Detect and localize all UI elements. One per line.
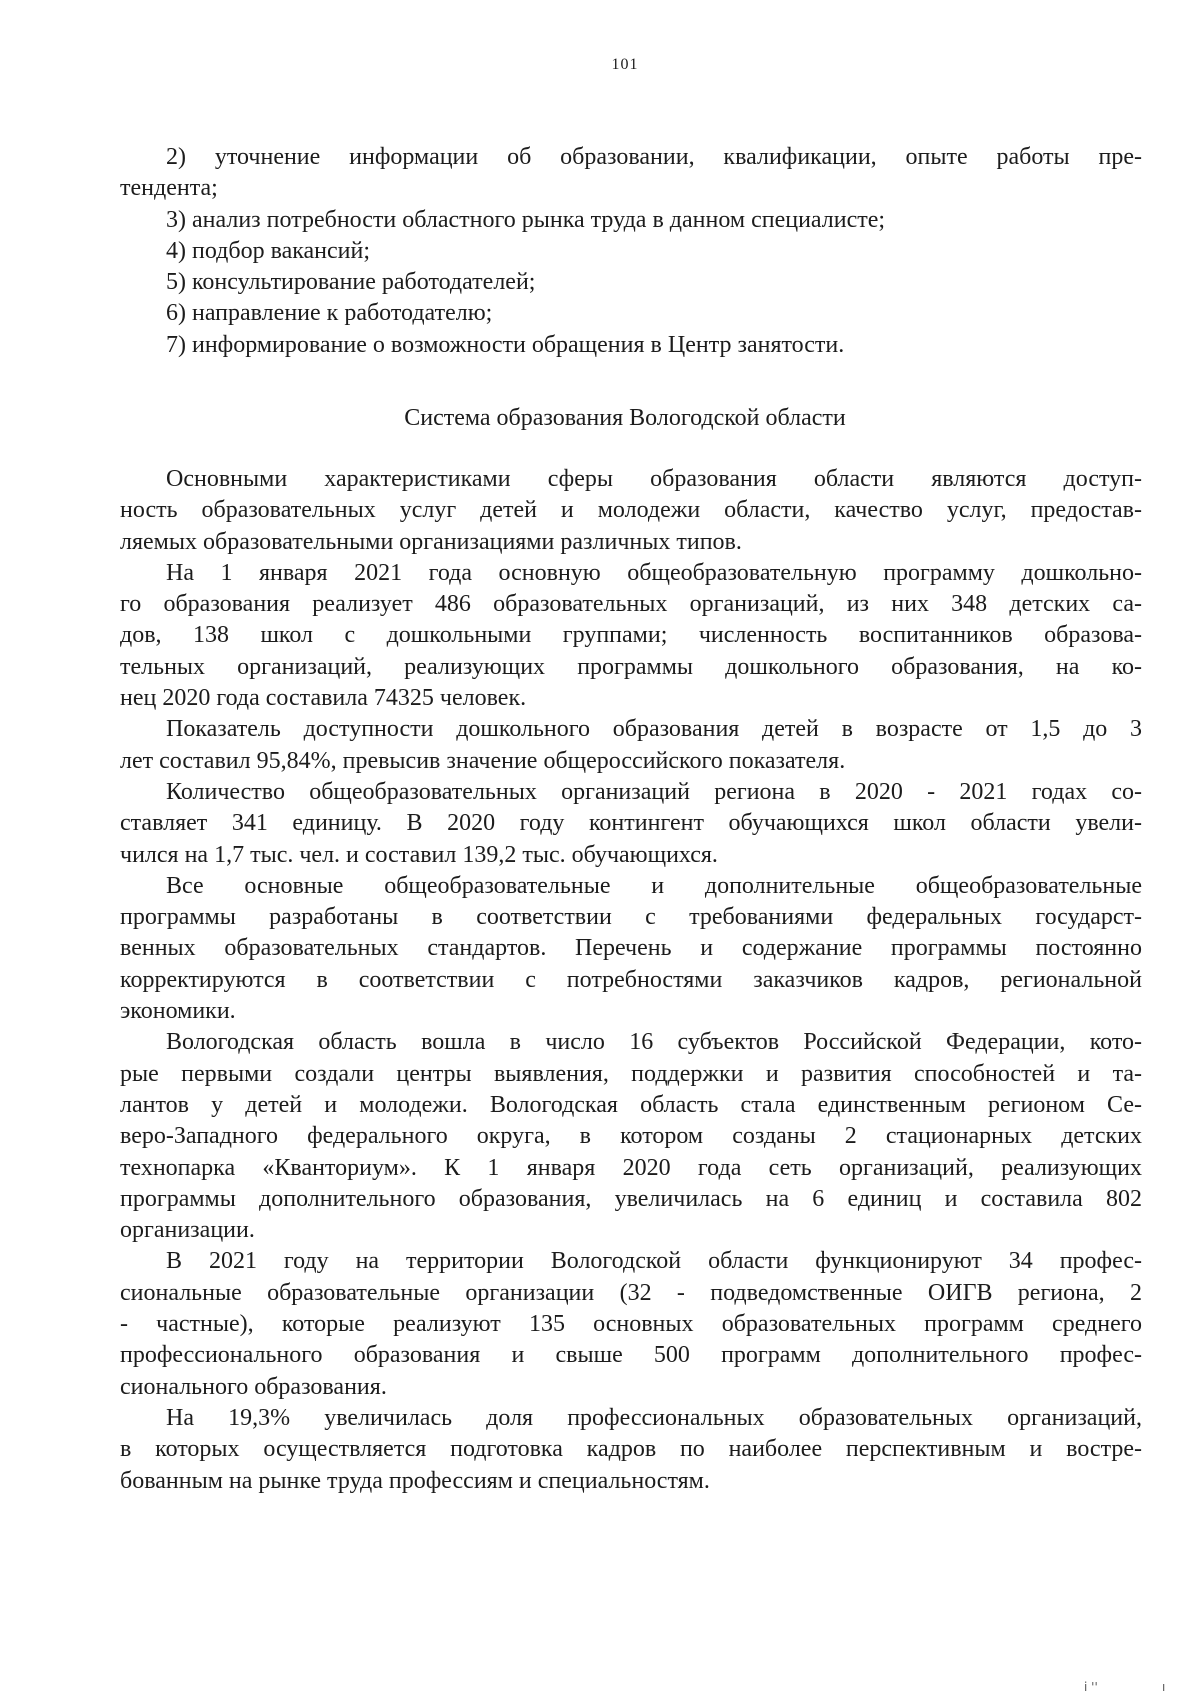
paragraph-line: программы дополнительного образования, увеличилась на 6 единиц и составила 802	[120, 1185, 1142, 1212]
paragraph-line: Основными характеристиками сферы образования области являются доступ-	[166, 466, 1142, 492]
paragraph-line: го образования реализует 486 образовательных организаций, из них 348 детских са-	[120, 591, 1142, 618]
paragraph-line: Все основные общеобразовательные и дополнительные общеобразовательные	[166, 872, 1142, 899]
body-text	[120, 464, 1142, 1497]
paragraph-line: профессионального образования и свыше 500 программ дополнительного профес-	[120, 1342, 1142, 1369]
paragraph-line: На 1 января 2021 года основную общеобразовательную программу дошкольно-	[166, 559, 1142, 586]
paragraph-line: в которых осуществляется подготовка кадров по наиболее перспективным и востре-	[120, 1436, 1142, 1463]
paragraph-line: венных образовательных стандартов. Перечень и содержание программы постоянно	[120, 935, 1142, 962]
section-heading: Система образования Вологодской области	[404, 405, 846, 431]
list-line: 7) информирование о возможности обращения в Центр занятости.	[166, 331, 845, 358]
paragraph-line: сиональные образовательные организации (32 - подведомственные ОИГВ региона, 2	[120, 1279, 1142, 1306]
paragraph-line: программы разработаны в соответствии с требованиями федеральных государст-	[120, 904, 1142, 931]
scan-edge-mark: i ''	[1084, 1680, 1098, 1694]
paragraph-line: Вологодская область вошла в число 16 субъектов Российской Федерации, кото-	[166, 1029, 1142, 1056]
paragraph-line: лантов у детей и молодежи. Вологодская область стала единственным регионом Се-	[120, 1091, 1142, 1118]
list-line: 3) анализ потребности областного рынка труда в данном специалисте;	[166, 206, 886, 233]
paragraph-line: организации.	[120, 1217, 255, 1244]
paragraph-line: бованным на рынке труда профессиям и специальностям.	[120, 1467, 710, 1494]
paragraph-line: технопарка «Кванториум». К 1 января 2020 года сеть организаций, реализующих	[120, 1154, 1142, 1181]
paragraph-line: экономики.	[120, 998, 236, 1025]
paragraph-line: корректируются в соответствии с потребностями заказчиков кадров, региональной	[120, 966, 1142, 993]
paragraph-line: чился на 1,7 тыс. чел. и составил 139,2 тыс. обучающихся.	[120, 841, 718, 868]
paragraph-line: дов, 138 школ с дошкольными группами; численность воспитанников образова-	[120, 622, 1142, 649]
paragraph-line: ляемых образовательными организациями различных типов.	[120, 528, 742, 555]
paragraph-line: - частные), которые реализуют 135 основных образовательных программ среднего	[120, 1311, 1142, 1338]
paragraph-line: веро-Западного федерального округа, в котором созданы 2 стационарных детских	[120, 1123, 1142, 1150]
paragraph-line: тельных организаций, реализующих программы дошкольного образования, на ко-	[120, 653, 1142, 680]
paragraph-line: ность образовательных услуг детей и молодежи области, качество услуг, предостав-	[120, 497, 1142, 524]
paragraph-line: ставляет 341 единицу. В 2020 году контингент обучающихся школ области увели-	[120, 810, 1142, 837]
paragraph-line: На 19,3% увеличилась доля профессиональных образовательных организаций,	[166, 1404, 1142, 1431]
paragraph-line: сионального образования.	[120, 1373, 387, 1400]
paragraph-line: рые первыми создали центры выявления, поддержки и развития способностей и та-	[120, 1060, 1142, 1087]
paragraph-line: Показатель доступности дошкольного образования детей в возрасте от 1,5 до 3	[166, 716, 1142, 743]
list-line: тендента;	[120, 175, 218, 202]
paragraph-line: нец 2020 года составила 74325 человек.	[120, 685, 527, 712]
paragraph-line: В 2021 году на территории Вологодской области функционируют 34 профес-	[166, 1248, 1142, 1275]
list-line: 2) уточнение информации об образовании, квалификации, опыте работы пре-	[166, 144, 1142, 170]
list-line: 5) консультирование работодателей;	[166, 269, 536, 296]
paragraph-line: Количество общеобразовательных организаций региона в 2020 - 2021 годах со-	[166, 778, 1142, 805]
page-number: 101	[611, 56, 639, 73]
list-line: 6) направление к работодателю;	[166, 300, 493, 327]
paragraph-line: лет составил 95,84%, превысив значение общероссийского показателя.	[120, 747, 846, 774]
list-line: 4) подбор вакансий;	[166, 237, 371, 264]
task-list	[120, 142, 1142, 361]
scan-edge-mark: ı	[1162, 1680, 1166, 1694]
